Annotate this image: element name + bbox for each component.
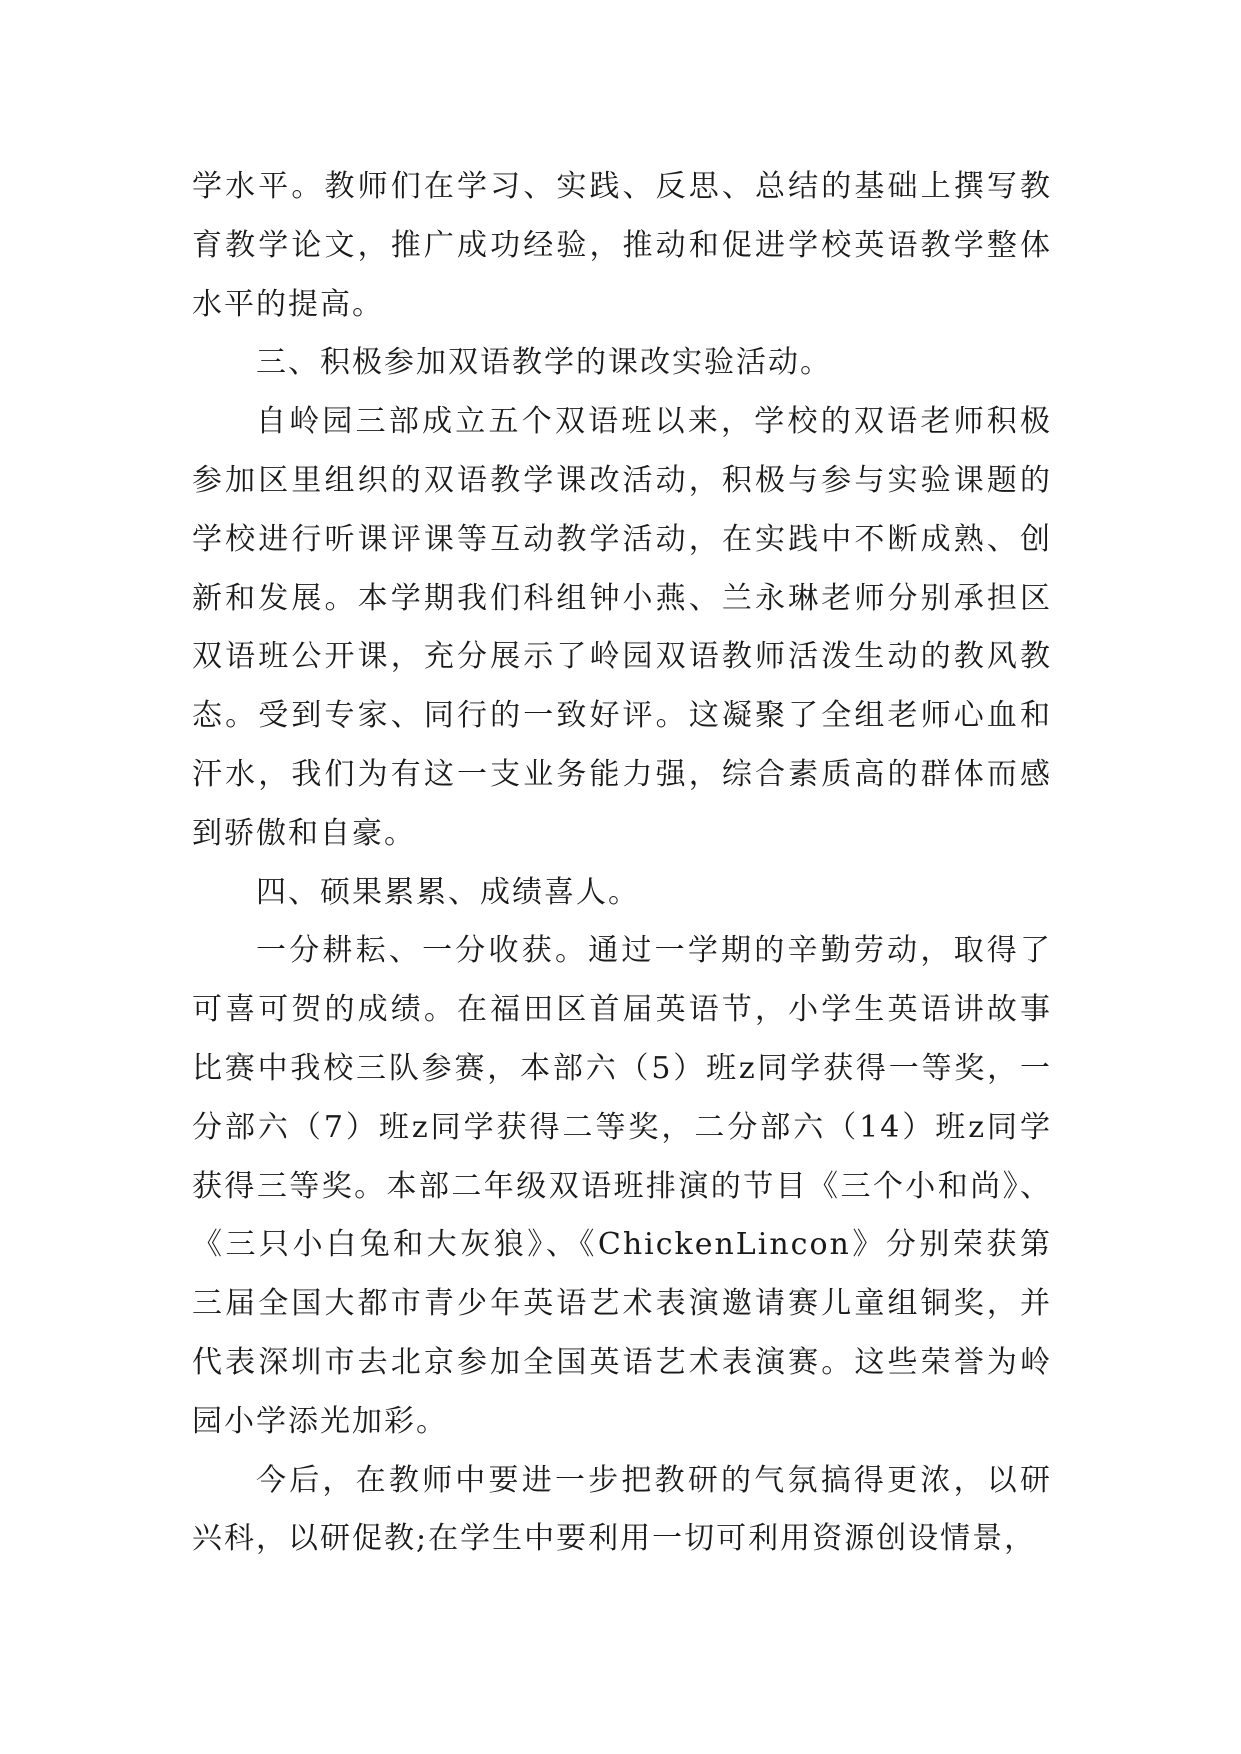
paragraph-bilingual-teaching: 自岭园三部成立五个双语班以来，学校的双语老师积极参加区里组织的双语教学课改活动，积极与参与实验课题的学校进行听课评课等互动教学活动，在实践中不断成熟、创新和发展。本学期我们科组钟小燕、兰永琳老师分别承担区双语班公开课，充分展示了岭园双语教师活泼生动的教风教态。受到专家、同行的一致好评。这凝聚了全组老师心血和汗水，我们为有这一支业务能力强，综合素质高的群体而感到骄傲和自豪。 [192, 404, 1052, 851]
section-heading-three: 三、积极参加双语教学的课改实验活动。 [256, 345, 832, 381]
document-body [192, 158, 1052, 1569]
paragraph-future-plans: 今后，在教师中要进一步把教研的气氛搞得更浓，以研兴科，以研促教;在学生中要利用一切可利用资源创设情景， [192, 1462, 1052, 1557]
paragraph-achievements: 一分耕耘、一分收获。通过一学期的辛勤劳动，取得了可喜可贺的成绩。在福田区首届英语节，小学生英语讲故事比赛中我校三队参赛，本部六（5）班z同学获得一等奖，一分部六（7）班z同学获得二等奖，二分部六（14）班z同学获得三等奖。本部二年级双语班排演的节目《三个小和尚》、《三只小白兔和大灰狼》、《ChickenLincon》分别荣获第三届全国大都市青少年英语艺术表演邀请赛儿童组铜奖，并代表深圳市去北京参加全国英语艺术表演赛。这些荣誉为岭园小学添光加彩。 [192, 933, 1052, 1439]
paragraph-continuation: 学水平。教师们在学习、实践、反思、总结的基础上撰写教育教学论文，推广成功经验，推动和促进学校英语教学整体水平的提高。 [192, 169, 1052, 322]
section-heading-four: 四、硕果累累、成绩喜人。 [256, 874, 640, 910]
